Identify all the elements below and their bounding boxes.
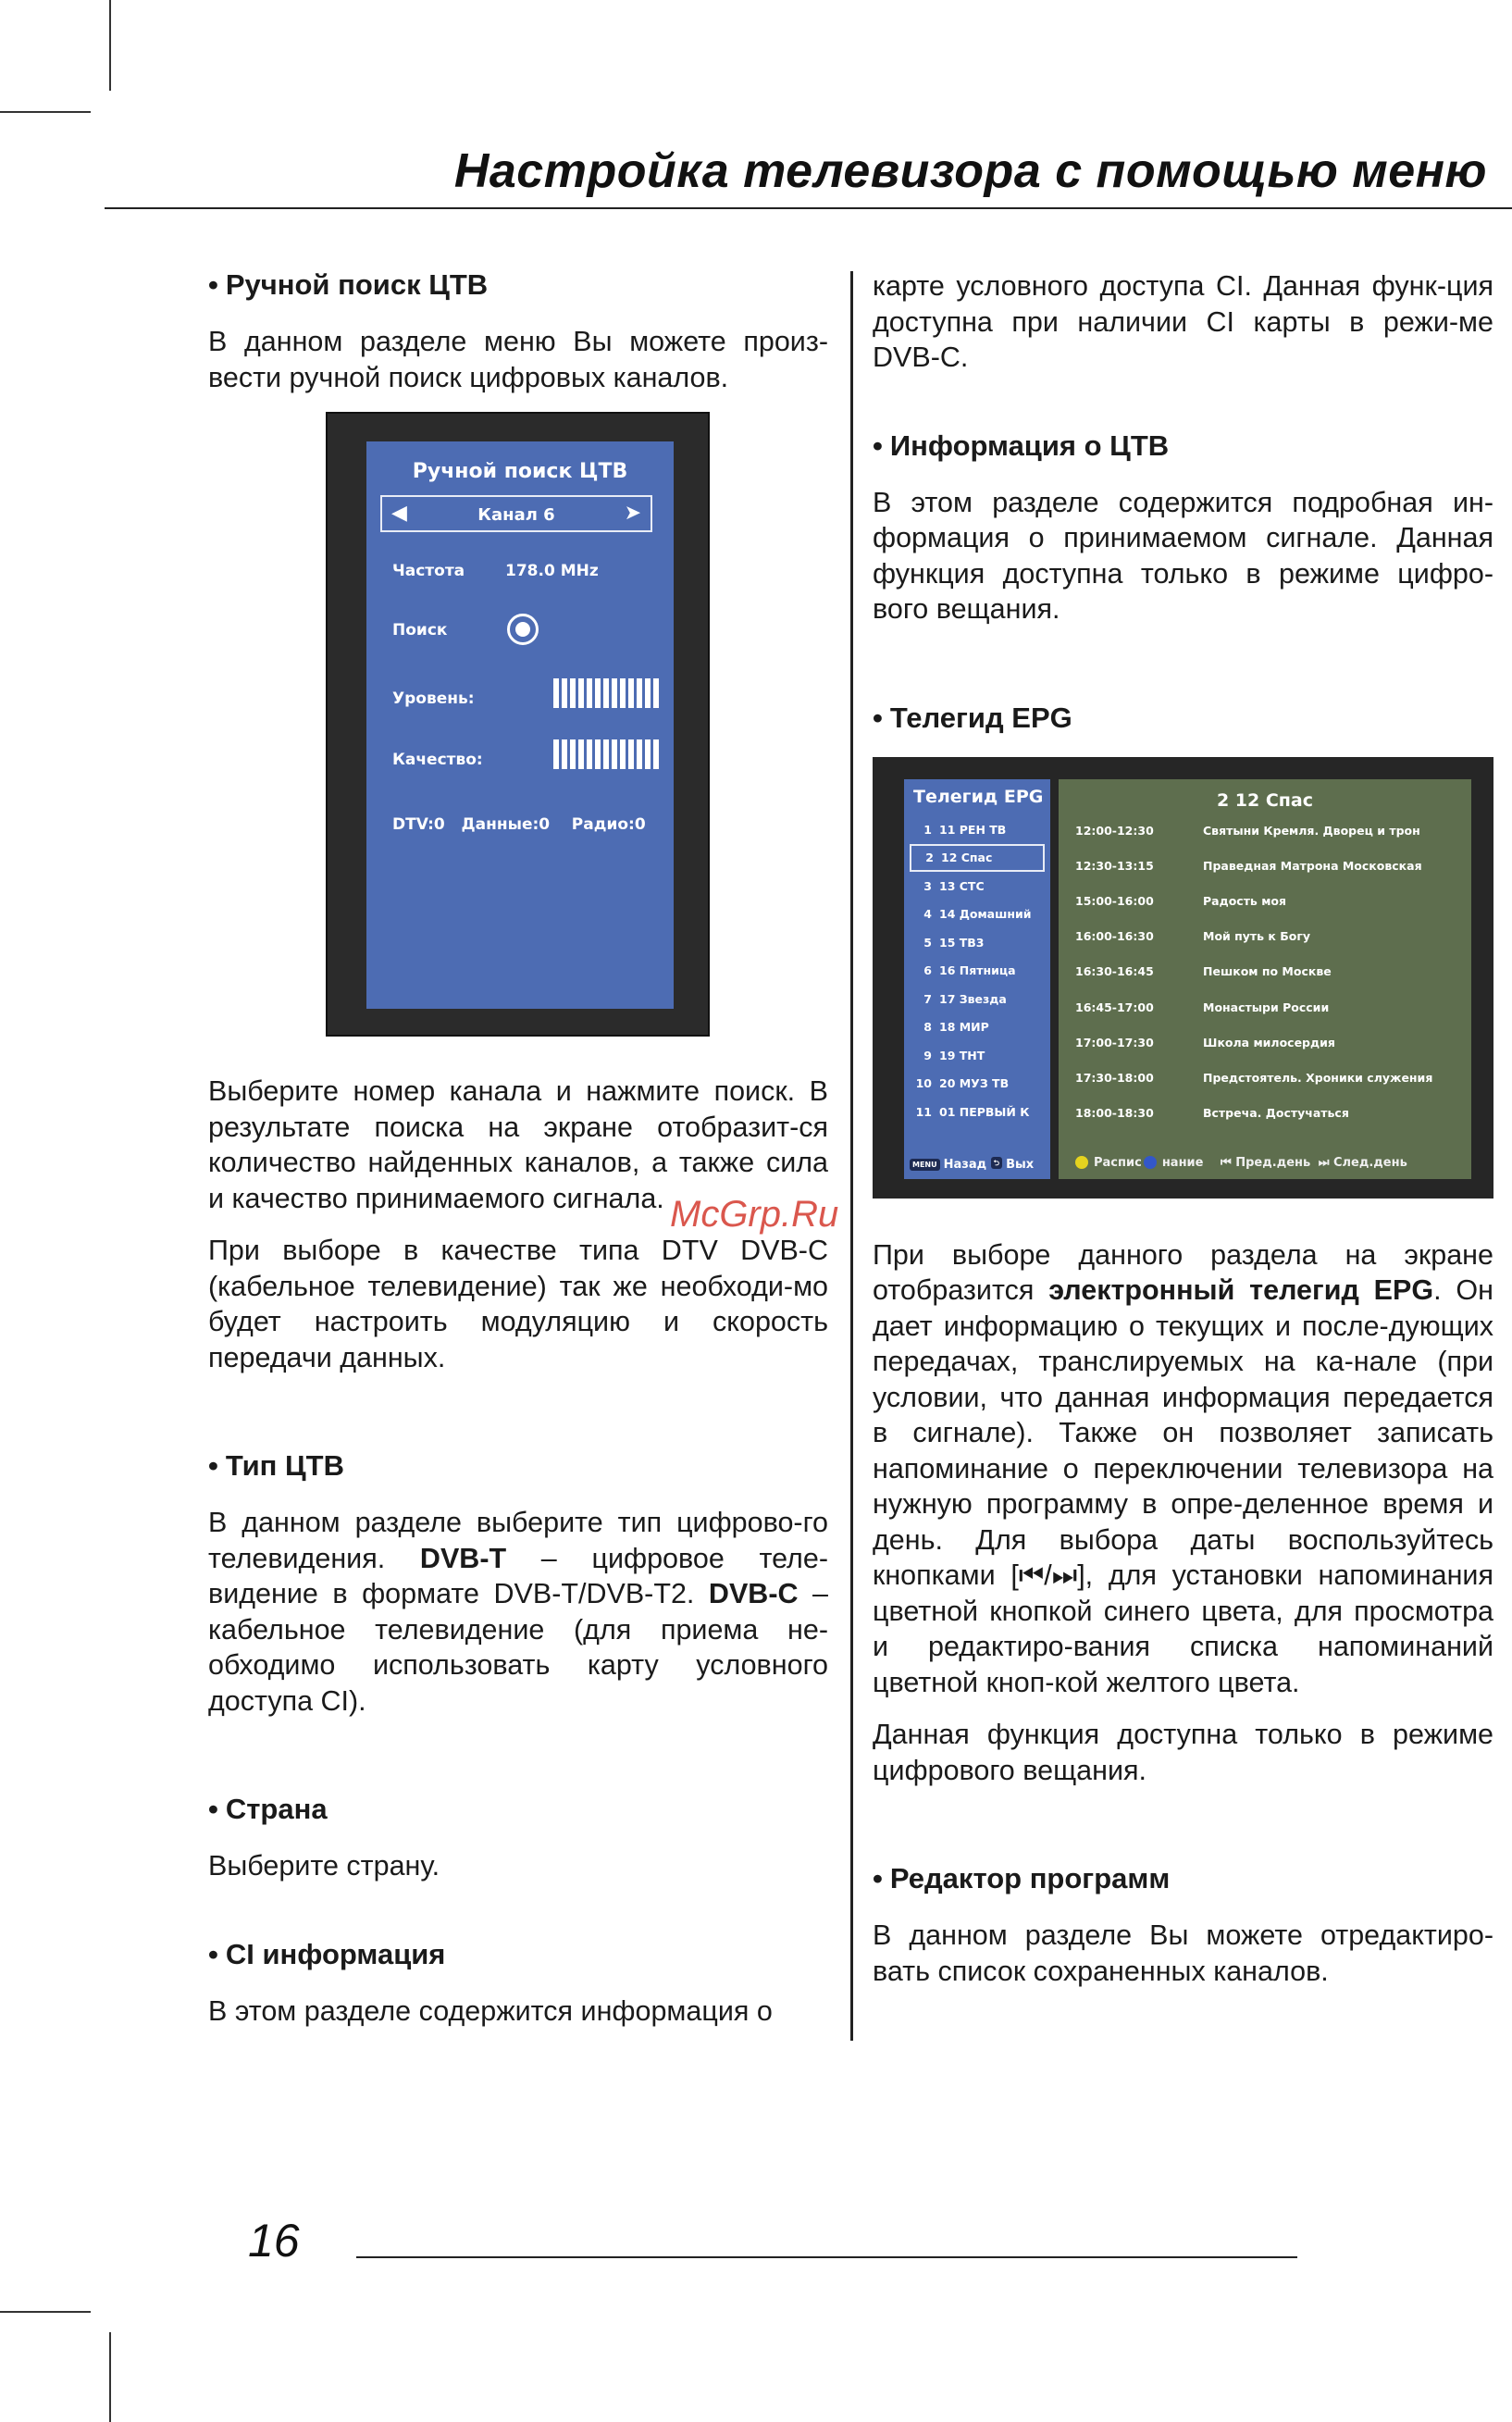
- search-radio-icon[interactable]: [507, 614, 539, 645]
- after-search-para-1: Выберите номер канала и нажмите поиск. В результате поиска на экране отобразит-ся количество найденных каналов, а также сила и качество принимаемого сигнала.: [208, 1075, 828, 1214]
- manual-search-screen: [326, 412, 710, 1037]
- epg-channel-name: 14 Домашний: [939, 907, 1032, 921]
- epg-channel-number: 6: [923, 963, 932, 977]
- epg-channel-name: 20 МУЗ ТВ: [939, 1076, 1010, 1090]
- epg-program-row[interactable]: [1075, 929, 1310, 943]
- watermark: McGrp.Ru: [670, 1194, 839, 1235]
- ci-info-continued: карте условного доступа CI. Данная функ-ция доступна при наличии CI карты в режи-ме DVB-C.: [873, 270, 1493, 373]
- epg-text-2: Данная функция доступна только в режиме цифрового вещания.: [873, 1719, 1493, 1786]
- manual-search-title: Ручной поиск ЦТВ: [412, 460, 628, 483]
- section-heading-dtv-type: • Тип ЦТВ: [208, 1449, 344, 1482]
- epg-schedule-title: 2 12 Спас: [1216, 789, 1314, 811]
- program-editor-text: В данном разделе Вы можете отредактиро-вать список сохраненных каналов.: [873, 1919, 1493, 1987]
- yellow-button-icon[interactable]: [1075, 1156, 1088, 1169]
- meter-segment: [645, 739, 651, 769]
- epg-program-title: Пешком по Москве: [1203, 964, 1332, 979]
- epg-channel-name: 13 СТС: [939, 878, 985, 893]
- epg-program-time: 18:00-18:30: [1075, 1106, 1154, 1121]
- section-heading-epg: • Телегид EPG: [873, 701, 1072, 734]
- prev-day-icon[interactable]: ⏮: [1221, 1155, 1232, 1170]
- quality-meter: [553, 739, 659, 769]
- next-day-label[interactable]: След.день: [1332, 1155, 1407, 1170]
- epg-channel-name: 16 Пятница: [939, 963, 1016, 977]
- epg-channel-name: 11 РЕН ТВ: [939, 822, 1007, 837]
- meter-segment: [595, 678, 601, 708]
- epg-program-row[interactable]: [1075, 824, 1420, 838]
- menu-key-icon[interactable]: MENU: [910, 1159, 940, 1171]
- epg-program-title: Мой путь к Богу: [1203, 929, 1311, 944]
- epg-channel-list: [904, 779, 1050, 1179]
- search-label: Поиск: [392, 621, 448, 640]
- section-heading-dtv-info: • Информация о ЦТВ: [873, 429, 1170, 462]
- epg-channel-item[interactable]: [910, 900, 1045, 928]
- ci-info-text: В этом разделе содержится информация о: [208, 1994, 773, 2027]
- page-number: 16: [248, 2215, 300, 2267]
- meter-segment: [578, 678, 584, 708]
- meter-segment: [620, 739, 626, 769]
- footer-divider: [356, 2256, 1297, 2258]
- epg-channel-number: 3: [923, 878, 932, 893]
- reminder-label[interactable]: нание: [1161, 1155, 1204, 1170]
- epg-channel-item[interactable]: [910, 986, 1045, 1013]
- meter-segment: [587, 678, 592, 708]
- meter-segment: [620, 678, 626, 708]
- meter-segment: [653, 678, 659, 708]
- epg-program-title: Предстоятель. Хроники служения: [1203, 1070, 1433, 1085]
- epg-channel-item[interactable]: [910, 957, 1045, 985]
- arrow-left-icon[interactable]: ◀: [391, 502, 407, 525]
- meter-segment: [595, 739, 601, 769]
- epg-list-title: Телегид EPG: [913, 786, 1044, 807]
- dtv-type-text: В данном разделе выберите тип цифрово-го телевидения. DVB-T – цифровое теле-видение в формате DVB-T/DVB-T2. DVB-C – кабельное телевидение (для приема не-обходимо использовать карту условного доступа CI).: [208, 1507, 828, 1717]
- epg-channel-number: 1: [923, 822, 932, 837]
- left-column: [208, 268, 828, 2045]
- meter-segment: [562, 678, 567, 708]
- meter-segment: [603, 678, 609, 708]
- meter-segment: [562, 739, 567, 769]
- epg-program-title: Монастыри России: [1203, 1000, 1330, 1014]
- dtv-info-text: В этом разделе содержится подробная ин-формация о принимаемом сигнале. Данная функция доступна только в режиме цифро-вого вещания.: [873, 486, 1493, 625]
- epg-channel-number: 7: [923, 991, 932, 1006]
- crop-mark: [109, 2332, 111, 2422]
- epg-schedule-footer: [1075, 1156, 1407, 1170]
- schedule-label[interactable]: Распис: [1094, 1155, 1142, 1170]
- epg-channel-item[interactable]: [910, 1013, 1045, 1041]
- epg-channel-item[interactable]: [910, 929, 1045, 957]
- manual-search-panel: [366, 441, 674, 1009]
- epg-program-title: Радость моя: [1203, 893, 1287, 908]
- epg-channel-item[interactable]: [910, 816, 1045, 844]
- meter-segment: [637, 678, 642, 708]
- prev-day-label[interactable]: Пред.день: [1235, 1155, 1311, 1170]
- blue-button-icon[interactable]: [1144, 1156, 1157, 1169]
- level-meter: [553, 678, 659, 708]
- epg-program-row[interactable]: [1075, 1071, 1432, 1085]
- meter-segment: [587, 739, 592, 769]
- section-heading-ci-info: • CI информация: [208, 1937, 446, 1970]
- meter-segment: [570, 739, 576, 769]
- epg-channel-item[interactable]: [910, 844, 1045, 872]
- epg-program-title: Встреча. Достучаться: [1203, 1106, 1349, 1121]
- level-label: Уровень:: [392, 689, 475, 708]
- epg-program-title: Святыни Кремля. Дворец и трон: [1203, 823, 1420, 838]
- epg-channel-name: 19 ТНТ: [939, 1048, 985, 1062]
- epg-channel-number: 8: [923, 1020, 932, 1034]
- quality-label: Качество:: [392, 751, 483, 769]
- meter-segment: [570, 678, 576, 708]
- epg-channel-number: 11: [915, 1104, 932, 1119]
- return-icon[interactable]: ⮌: [991, 1157, 1002, 1169]
- epg-channel-item[interactable]: [910, 1042, 1045, 1070]
- epg-program-row[interactable]: [1075, 1036, 1335, 1050]
- epg-list-footer: [910, 1158, 1034, 1172]
- meter-segment: [628, 739, 634, 769]
- meter-segment: [653, 739, 659, 769]
- manual-search-intro: В данном разделе меню Вы можете произ-вести ручной поиск цифровых каналов.: [208, 326, 828, 393]
- epg-channel-number: 5: [923, 935, 932, 950]
- channel-selector[interactable]: [380, 495, 652, 532]
- epg-text: При выборе данного раздела на экране отобразится электронный телегид EPG. Он дает информацию о текущих и после-дующих передачах, транслируемых на ка-нале (при условии, что данная информация передается в сигнале). Также он позволяет записать напоминание о переключении телевизора на нужную программу в опре-деленное время и день. Для выбора даты воспользуйтесь кнопками [⏮/⏭], для установки напоминания цветной кнопкой синего цвета, для просмотра и редактиро-вания списка напоминаний цветной кноп-кой желтого цвета.: [873, 1238, 1493, 1698]
- meter-segment: [603, 739, 609, 769]
- epg-program-row[interactable]: [1075, 964, 1332, 978]
- meter-segment: [645, 678, 651, 708]
- epg-program-title: Школа милосердия: [1203, 1035, 1335, 1050]
- epg-channel-number: 4: [923, 907, 932, 921]
- after-search-para-2: При выборе в качестве типа DTV DVB-C (кабельное телевидение) так же необходи-мо будет настроить модуляцию и скорость передачи данных.: [208, 1235, 828, 1373]
- crop-mark: [0, 2311, 91, 2313]
- section-heading-country: • Страна: [208, 1793, 328, 1825]
- epg-program-time: 17:00-17:30: [1075, 1035, 1154, 1050]
- meter-segment: [553, 739, 559, 769]
- meter-segment: [578, 739, 584, 769]
- epg-channel-number: 10: [915, 1076, 932, 1090]
- header-divider: [105, 207, 1512, 209]
- section-heading-manual-search: • Ручной поиск ЦТВ: [208, 268, 489, 301]
- epg-channel-name: 15 ТВ3: [939, 935, 985, 950]
- epg-program-row[interactable]: [1075, 859, 1422, 873]
- epg-program-time: 16:30-16:45: [1075, 964, 1154, 979]
- epg-program-row[interactable]: [1075, 894, 1286, 908]
- epg-schedule: [1059, 779, 1471, 1179]
- right-column: [873, 268, 1493, 2006]
- meter-segment: [628, 678, 634, 708]
- epg-screen: [873, 757, 1493, 1199]
- epg-program-time: 16:45-17:00: [1075, 1000, 1154, 1014]
- epg-program-time: 12:30-13:15: [1075, 858, 1154, 873]
- meter-segment: [637, 739, 642, 769]
- next-day-icon[interactable]: ⏭: [1318, 1155, 1330, 1170]
- frequency-label: Частота: [392, 562, 465, 580]
- epg-channel-item[interactable]: [910, 1099, 1045, 1126]
- epg-channel-name: 18 МИР: [939, 1020, 989, 1034]
- section-heading-program-editor: • Редактор программ: [873, 1862, 1171, 1894]
- column-divider: [850, 271, 853, 2041]
- back-label[interactable]: Назад: [943, 1157, 987, 1172]
- meter-segment: [612, 739, 617, 769]
- meter-segment: [612, 678, 617, 708]
- epg-program-row[interactable]: [1075, 1106, 1349, 1120]
- epg-program-title: Праведная Матрона Московская: [1203, 858, 1422, 873]
- channel-value: Канал 6: [477, 505, 555, 525]
- epg-program-time: 17:30-18:00: [1075, 1070, 1154, 1085]
- epg-program-row[interactable]: [1075, 1000, 1329, 1014]
- epg-program-time: 16:00-16:30: [1075, 929, 1154, 944]
- frequency-value: 178.0 MHz: [505, 562, 599, 580]
- country-text: Выберите страну.: [208, 1850, 440, 1882]
- arrow-right-icon[interactable]: ➤: [624, 502, 641, 525]
- epg-channel-item[interactable]: [910, 873, 1045, 900]
- crop-mark: [0, 111, 91, 113]
- meter-segment: [553, 678, 559, 708]
- epg-program-time: 12:00-12:30: [1075, 823, 1154, 838]
- crop-mark: [109, 0, 111, 91]
- epg-channel-item[interactable]: [910, 1070, 1045, 1098]
- epg-channel-number: 2: [925, 851, 934, 864]
- epg-channel-name: 17 Звезда: [939, 991, 1007, 1006]
- exit-label[interactable]: Вых: [1006, 1157, 1035, 1172]
- epg-channel-name: 01 ПЕРВЫЙ К: [939, 1104, 1030, 1119]
- epg-program-time: 15:00-16:00: [1075, 893, 1154, 908]
- epg-channel-name: 12 Спас: [941, 851, 993, 864]
- page-title: Настройка телевизора с помощью меню: [453, 144, 1487, 198]
- epg-channel-number: 9: [923, 1048, 932, 1062]
- scan-summary: DTV:0 Данные:0 Радио:0: [392, 815, 646, 834]
